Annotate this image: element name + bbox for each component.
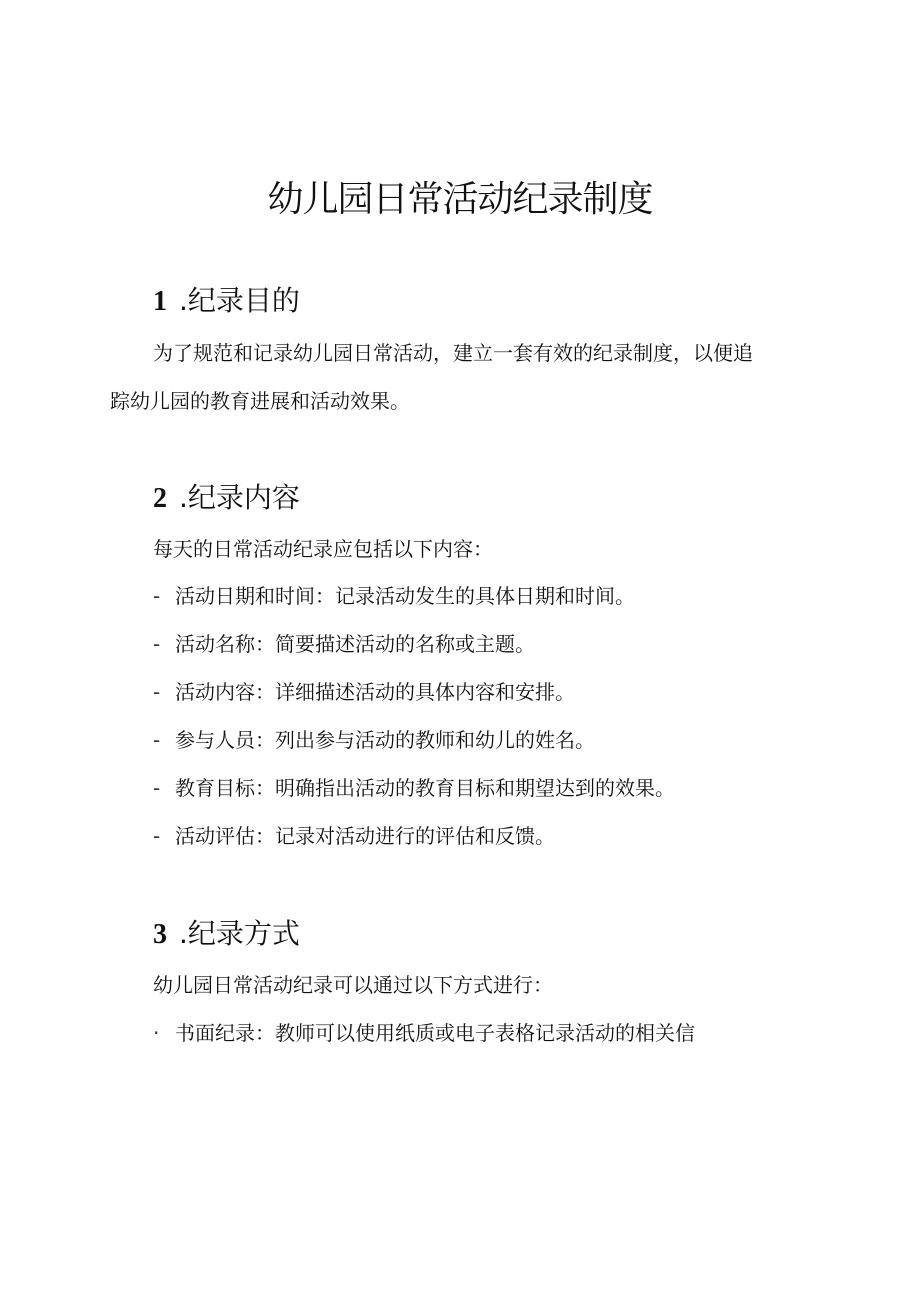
- section-1-title: .纪录目的: [179, 284, 300, 317]
- document-title: 幼儿园日常活动纪录制度: [267, 179, 653, 220]
- list-item: [153, 582, 635, 610]
- list-marker: -: [153, 776, 161, 800]
- list-item-text: 教育目标：明确指出活动的教育目标和期望达到的效果。: [175, 776, 675, 800]
- section-1-heading: [153, 281, 300, 322]
- list-item: [153, 630, 535, 658]
- section-2-intro: 每天的日常活动纪录应包括以下内容：: [153, 537, 493, 561]
- list-marker: -: [153, 728, 161, 752]
- section-1-number: 1: [153, 286, 167, 317]
- list-marker: -: [153, 824, 161, 848]
- list-marker: -: [153, 680, 161, 704]
- list-marker: -: [153, 632, 161, 656]
- section-2-number: 2: [153, 483, 167, 514]
- list-item: [153, 774, 675, 802]
- list-item: [153, 726, 595, 754]
- section-3-title: .纪录方式: [179, 917, 300, 950]
- section-3-heading: [153, 914, 300, 955]
- list-marker: -: [153, 584, 161, 608]
- list-item-text: 活动名称：简要描述活动的名称或主题。: [175, 632, 535, 656]
- list-marker: ·: [153, 1021, 160, 1045]
- section-2-title: .纪录内容: [179, 481, 300, 514]
- list-item-text: 活动日期和时间：记录活动发生的具体日期和时间。: [175, 584, 635, 608]
- list-item-text: 书面纪录：教师可以使用纸质或电子表格记录活动的相关信: [175, 1021, 695, 1045]
- list-item-text: 活动评估：记录对活动进行的评估和反馈。: [175, 824, 555, 848]
- section-2-heading: [153, 478, 300, 519]
- list-item: [153, 822, 555, 850]
- section-3-intro: 幼儿园日常活动纪录可以通过以下方式进行：: [153, 973, 553, 997]
- section-3-number: 3: [153, 919, 167, 950]
- section-1-paragraph-line-1: 为了规范和记录幼儿园日常活动，建立一套有效的纪录制度，以便追: [153, 341, 753, 365]
- list-item: [153, 1019, 695, 1047]
- list-item-text: 参与人员：列出参与活动的教师和幼儿的姓名。: [175, 728, 595, 752]
- list-item: [153, 678, 575, 706]
- section-1-paragraph-line-2: 踪幼儿园的教育进展和活动效果。: [110, 389, 410, 413]
- list-item-text: 活动内容：详细描述活动的具体内容和安排。: [175, 680, 575, 704]
